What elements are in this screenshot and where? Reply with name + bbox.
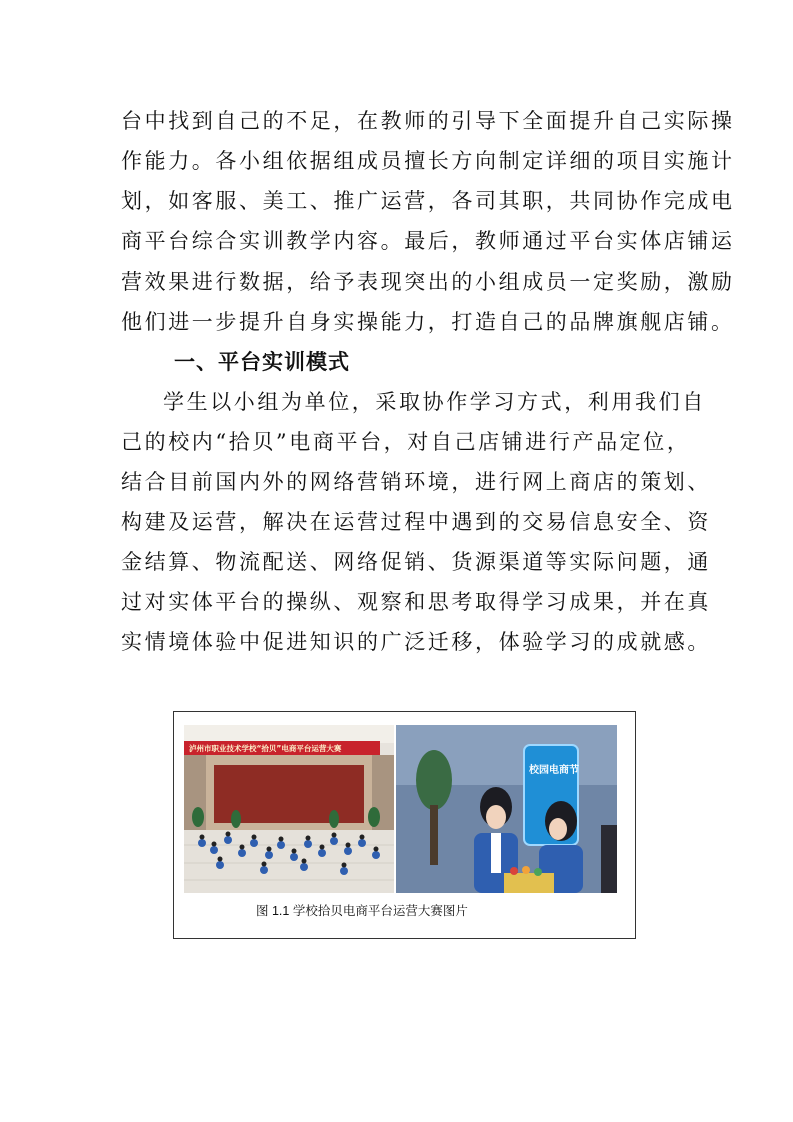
paragraph-line: 结合目前国内外的网络营销环境，进行网上商店的策划、 (121, 470, 711, 494)
paragraph-line: 过对实体平台的操纵、观察和思考取得学习成果，并在真 (121, 590, 711, 614)
paragraph-line: 台中找到自己的不足，在教师的引导下全面提升自己实际操 (121, 109, 735, 133)
booth-illustration (396, 725, 617, 893)
paragraph-line: 商平台综合实训教学内容。最后，教师通过平台实体店铺运 (121, 229, 735, 253)
event-sign-text: 校园电商节 (529, 765, 579, 776)
paragraph-line: 构建及运营，解决在运营过程中遇到的交易信息安全、资 (121, 510, 711, 534)
paragraph-line: 划，如客服、美工、推广运营，各司其职，共同协作完成电 (121, 189, 735, 213)
paragraph-line: 学生以小组为单位，采取协作学习方式，利用我们自 (163, 390, 706, 414)
paragraph-line: 他们进一步提升自身实操能力，打造自己的品牌旗舰店铺。 (121, 310, 735, 334)
paragraph-line: 实情境体验中促进知识的广泛迁移，体验学习的成就感。 (121, 630, 711, 654)
figure (173, 711, 636, 939)
paragraph-line: 金结算、物流配送、网络促销、货源渠道等实际问题，通 (121, 550, 711, 574)
paragraph-line: 营效果进行数据，给予表现突出的小组成员一定奖励，激励 (121, 270, 735, 294)
section-heading: 一、平台实训模式 (174, 350, 350, 374)
banner-text: 泸州市职业技术学校“拾贝”电商平台运营大赛 (189, 744, 342, 753)
figure-caption: 图 1.1 学校拾贝电商平台运营大赛图片 (256, 904, 468, 918)
paragraph-line: 作能力。各小组依据组成员擅长方向制定详细的项目实施计 (121, 149, 735, 173)
competition-hall-illustration (184, 725, 394, 893)
booth-photo (396, 725, 617, 893)
paragraph-line: 己的校内“拾贝”电商平台，对自己店铺进行产品定位， (121, 430, 691, 454)
competition-hall-photo (184, 725, 394, 893)
